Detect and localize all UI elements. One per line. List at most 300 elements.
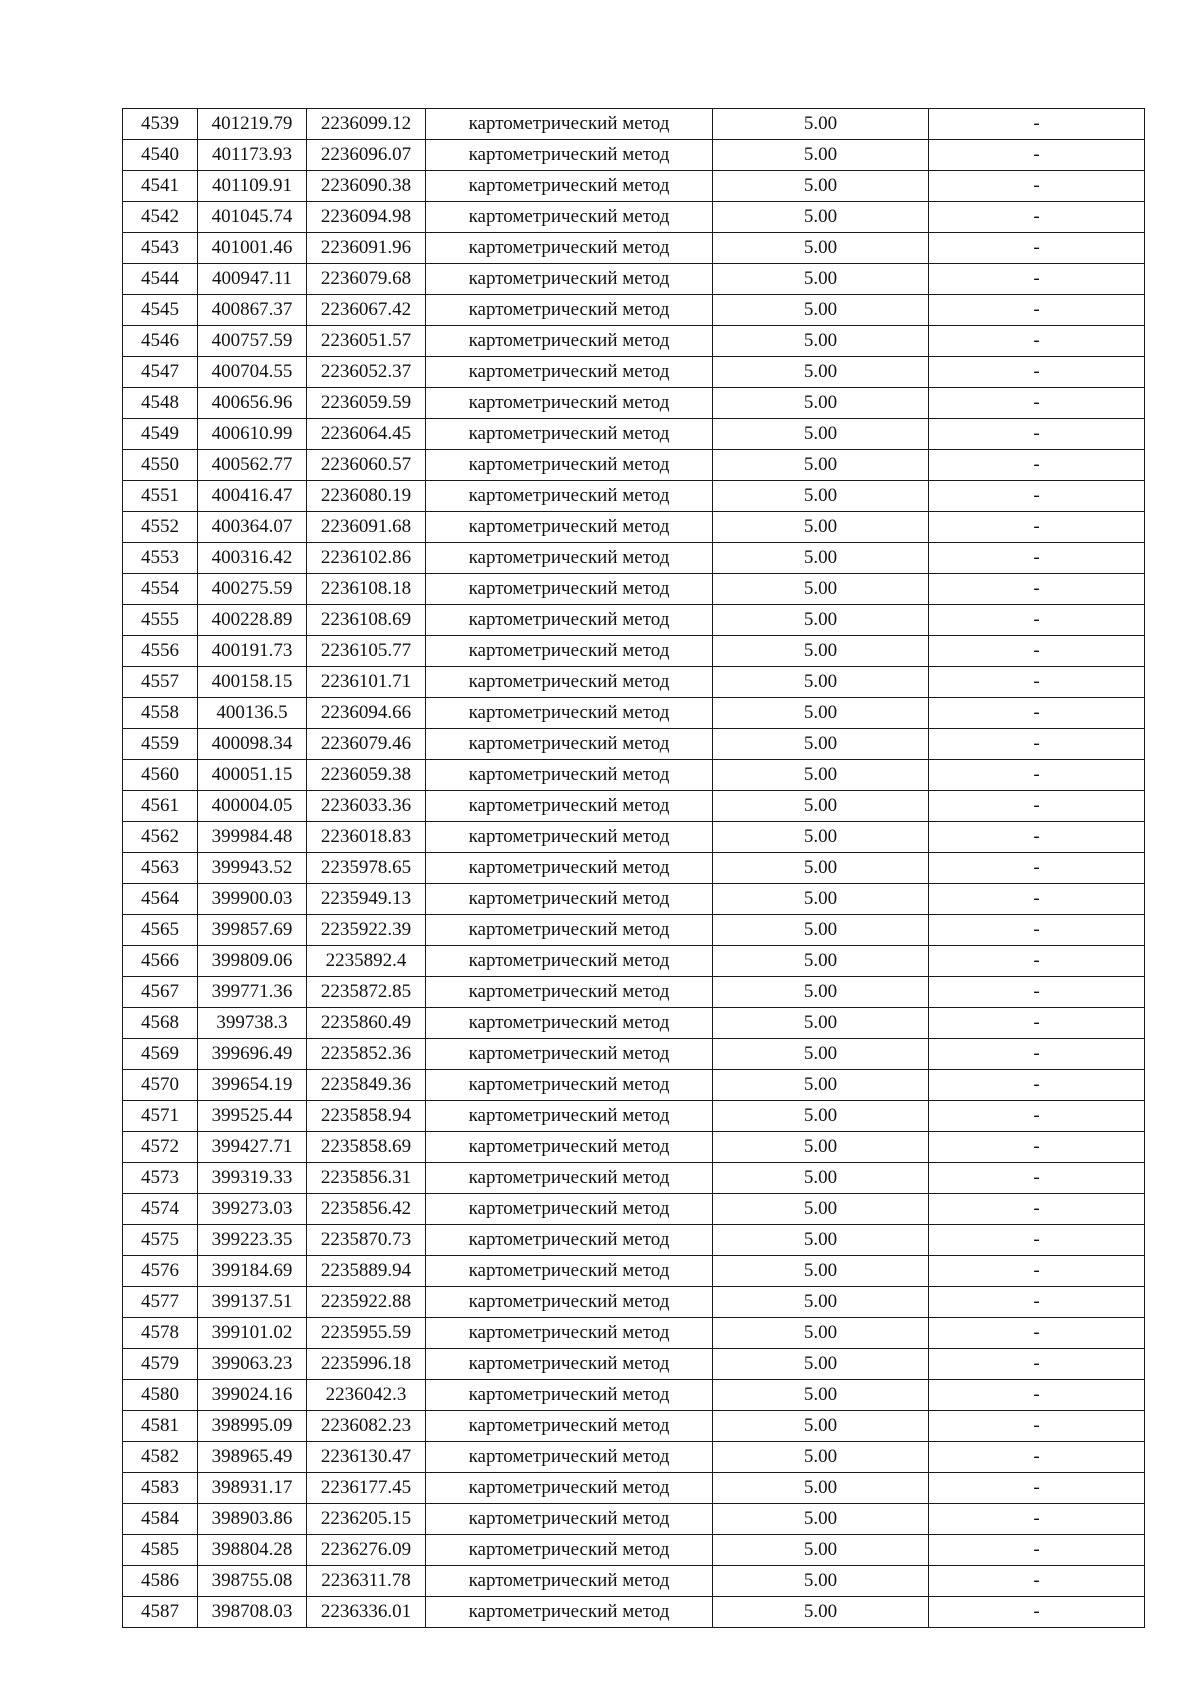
x-coordinate-cell: 400228.89	[198, 605, 307, 636]
error-cell: 5.00	[713, 1504, 929, 1535]
method-cell: картометрический метод	[426, 1008, 713, 1039]
extra-cell: -	[929, 450, 1145, 481]
point-number-cell: 4572	[123, 1132, 198, 1163]
extra-cell: -	[929, 822, 1145, 853]
method-cell: картометрический метод	[426, 1349, 713, 1380]
y-coordinate-cell: 2236090.38	[307, 171, 426, 202]
method-cell: картометрический метод	[426, 450, 713, 481]
extra-cell: -	[929, 543, 1145, 574]
extra-cell: -	[929, 202, 1145, 233]
y-coordinate-cell: 2235856.42	[307, 1194, 426, 1225]
y-coordinate-cell: 2235892.4	[307, 946, 426, 977]
x-coordinate-cell: 399738.3	[198, 1008, 307, 1039]
y-coordinate-cell: 2236105.77	[307, 636, 426, 667]
y-coordinate-cell: 2235889.94	[307, 1256, 426, 1287]
x-coordinate-cell: 400158.15	[198, 667, 307, 698]
x-coordinate-cell: 400316.42	[198, 543, 307, 574]
y-coordinate-cell: 2236018.83	[307, 822, 426, 853]
x-coordinate-cell: 398755.08	[198, 1566, 307, 1597]
y-coordinate-cell: 2236091.68	[307, 512, 426, 543]
error-cell: 5.00	[713, 698, 929, 729]
table-row	[123, 636, 1145, 667]
extra-cell: -	[929, 1194, 1145, 1225]
table-row	[123, 1287, 1145, 1318]
x-coordinate-cell: 400610.99	[198, 419, 307, 450]
y-coordinate-cell: 2236052.37	[307, 357, 426, 388]
point-number-cell: 4578	[123, 1318, 198, 1349]
error-cell: 5.00	[713, 109, 929, 140]
extra-cell: -	[929, 512, 1145, 543]
y-coordinate-cell: 2236094.66	[307, 698, 426, 729]
point-number-cell: 4586	[123, 1566, 198, 1597]
method-cell: картометрический метод	[426, 388, 713, 419]
point-number-cell: 4570	[123, 1070, 198, 1101]
error-cell: 5.00	[713, 1070, 929, 1101]
y-coordinate-cell: 2236108.69	[307, 605, 426, 636]
extra-cell: -	[929, 1101, 1145, 1132]
table-row	[123, 1566, 1145, 1597]
y-coordinate-cell: 2236059.59	[307, 388, 426, 419]
point-number-cell: 4564	[123, 884, 198, 915]
x-coordinate-cell: 400275.59	[198, 574, 307, 605]
x-coordinate-cell: 401109.91	[198, 171, 307, 202]
y-coordinate-cell: 2235955.59	[307, 1318, 426, 1349]
method-cell: картометрический метод	[426, 1287, 713, 1318]
extra-cell: -	[929, 233, 1145, 264]
point-number-cell: 4574	[123, 1194, 198, 1225]
table-row	[123, 1256, 1145, 1287]
extra-cell: -	[929, 636, 1145, 667]
extra-cell: -	[929, 946, 1145, 977]
error-cell: 5.00	[713, 1008, 929, 1039]
table-row	[123, 171, 1145, 202]
extra-cell: -	[929, 1504, 1145, 1535]
error-cell: 5.00	[713, 1256, 929, 1287]
table-row	[123, 915, 1145, 946]
extra-cell: -	[929, 388, 1145, 419]
x-coordinate-cell: 398965.49	[198, 1442, 307, 1473]
y-coordinate-cell: 2236276.09	[307, 1535, 426, 1566]
method-cell: картометрический метод	[426, 698, 713, 729]
y-coordinate-cell: 2236033.36	[307, 791, 426, 822]
point-number-cell: 4551	[123, 481, 198, 512]
extra-cell: -	[929, 1287, 1145, 1318]
method-cell: картометрический метод	[426, 295, 713, 326]
x-coordinate-cell: 401173.93	[198, 140, 307, 171]
y-coordinate-cell: 2235860.49	[307, 1008, 426, 1039]
table-row	[123, 326, 1145, 357]
table-row	[123, 202, 1145, 233]
table-row	[123, 791, 1145, 822]
x-coordinate-cell: 399024.16	[198, 1380, 307, 1411]
x-coordinate-cell: 399900.03	[198, 884, 307, 915]
extra-cell: -	[929, 140, 1145, 171]
extra-cell: -	[929, 1473, 1145, 1504]
table-row	[123, 481, 1145, 512]
x-coordinate-cell: 398903.86	[198, 1504, 307, 1535]
x-coordinate-cell: 400704.55	[198, 357, 307, 388]
point-number-cell: 4581	[123, 1411, 198, 1442]
method-cell: картометрический метод	[426, 202, 713, 233]
y-coordinate-cell: 2236096.07	[307, 140, 426, 171]
error-cell: 5.00	[713, 574, 929, 605]
method-cell: картометрический метод	[426, 884, 713, 915]
error-cell: 5.00	[713, 1287, 929, 1318]
table-row	[123, 1225, 1145, 1256]
method-cell: картометрический метод	[426, 1039, 713, 1070]
y-coordinate-cell: 2236102.86	[307, 543, 426, 574]
table-row	[123, 853, 1145, 884]
x-coordinate-cell: 398931.17	[198, 1473, 307, 1504]
extra-cell: -	[929, 760, 1145, 791]
table-row	[123, 1194, 1145, 1225]
extra-cell: -	[929, 1411, 1145, 1442]
error-cell: 5.00	[713, 481, 929, 512]
point-number-cell: 4556	[123, 636, 198, 667]
y-coordinate-cell: 2235852.36	[307, 1039, 426, 1070]
error-cell: 5.00	[713, 1566, 929, 1597]
table-row	[123, 946, 1145, 977]
extra-cell: -	[929, 791, 1145, 822]
extra-cell: -	[929, 667, 1145, 698]
y-coordinate-cell: 2236311.78	[307, 1566, 426, 1597]
method-cell: картометрический метод	[426, 1597, 713, 1628]
x-coordinate-cell: 398995.09	[198, 1411, 307, 1442]
extra-cell: -	[929, 419, 1145, 450]
x-coordinate-cell: 399809.06	[198, 946, 307, 977]
extra-cell: -	[929, 574, 1145, 605]
error-cell: 5.00	[713, 1163, 929, 1194]
extra-cell: -	[929, 1070, 1145, 1101]
y-coordinate-cell: 2236051.57	[307, 326, 426, 357]
x-coordinate-cell: 399273.03	[198, 1194, 307, 1225]
table-row	[123, 1504, 1145, 1535]
table-row	[123, 884, 1145, 915]
method-cell: картометрический метод	[426, 1411, 713, 1442]
table-row	[123, 729, 1145, 760]
x-coordinate-cell: 399654.19	[198, 1070, 307, 1101]
point-number-cell: 4548	[123, 388, 198, 419]
table-row	[123, 295, 1145, 326]
table-row	[123, 140, 1145, 171]
extra-cell: -	[929, 1163, 1145, 1194]
y-coordinate-cell: 2236080.19	[307, 481, 426, 512]
table-row	[123, 977, 1145, 1008]
y-coordinate-cell: 2236177.45	[307, 1473, 426, 1504]
point-number-cell: 4584	[123, 1504, 198, 1535]
error-cell: 5.00	[713, 264, 929, 295]
error-cell: 5.00	[713, 1380, 929, 1411]
point-number-cell: 4582	[123, 1442, 198, 1473]
error-cell: 5.00	[713, 295, 929, 326]
method-cell: картометрический метод	[426, 1101, 713, 1132]
table-row	[123, 419, 1145, 450]
y-coordinate-cell: 2236079.46	[307, 729, 426, 760]
extra-cell: -	[929, 915, 1145, 946]
table-row	[123, 1318, 1145, 1349]
x-coordinate-cell: 399319.33	[198, 1163, 307, 1194]
x-coordinate-cell: 401001.46	[198, 233, 307, 264]
x-coordinate-cell: 400191.73	[198, 636, 307, 667]
table-row	[123, 574, 1145, 605]
y-coordinate-cell: 2236091.96	[307, 233, 426, 264]
point-number-cell: 4580	[123, 1380, 198, 1411]
x-coordinate-cell: 400656.96	[198, 388, 307, 419]
method-cell: картометрический метод	[426, 667, 713, 698]
error-cell: 5.00	[713, 760, 929, 791]
y-coordinate-cell: 2236108.18	[307, 574, 426, 605]
error-cell: 5.00	[713, 667, 929, 698]
method-cell: картометрический метод	[426, 512, 713, 543]
y-coordinate-cell: 2235856.31	[307, 1163, 426, 1194]
table-row	[123, 1163, 1145, 1194]
error-cell: 5.00	[713, 1535, 929, 1566]
error-cell: 5.00	[713, 1411, 929, 1442]
point-number-cell: 4585	[123, 1535, 198, 1566]
y-coordinate-cell: 2236060.57	[307, 450, 426, 481]
x-coordinate-cell: 399137.51	[198, 1287, 307, 1318]
error-cell: 5.00	[713, 1597, 929, 1628]
extra-cell: -	[929, 109, 1145, 140]
y-coordinate-cell: 2236094.98	[307, 202, 426, 233]
x-coordinate-cell: 401219.79	[198, 109, 307, 140]
extra-cell: -	[929, 853, 1145, 884]
method-cell: картометрический метод	[426, 140, 713, 171]
x-coordinate-cell: 398708.03	[198, 1597, 307, 1628]
y-coordinate-cell: 2235996.18	[307, 1349, 426, 1380]
table-row	[123, 1442, 1145, 1473]
error-cell: 5.00	[713, 388, 929, 419]
error-cell: 5.00	[713, 1473, 929, 1504]
point-number-cell: 4576	[123, 1256, 198, 1287]
table-row	[123, 1039, 1145, 1070]
point-number-cell: 4542	[123, 202, 198, 233]
table-row	[123, 450, 1145, 481]
error-cell: 5.00	[713, 729, 929, 760]
x-coordinate-cell: 399525.44	[198, 1101, 307, 1132]
error-cell: 5.00	[713, 1442, 929, 1473]
point-number-cell: 4552	[123, 512, 198, 543]
x-coordinate-cell: 400098.34	[198, 729, 307, 760]
x-coordinate-cell: 400947.11	[198, 264, 307, 295]
table-row	[123, 1473, 1145, 1504]
point-number-cell: 4579	[123, 1349, 198, 1380]
y-coordinate-cell: 2236064.45	[307, 419, 426, 450]
y-coordinate-cell: 2235858.69	[307, 1132, 426, 1163]
point-number-cell: 4541	[123, 171, 198, 202]
table-row	[123, 109, 1145, 140]
error-cell: 5.00	[713, 450, 929, 481]
table-row	[123, 698, 1145, 729]
table-row	[123, 1380, 1145, 1411]
x-coordinate-cell: 400136.5	[198, 698, 307, 729]
x-coordinate-cell: 401045.74	[198, 202, 307, 233]
extra-cell: -	[929, 1039, 1145, 1070]
extra-cell: -	[929, 1349, 1145, 1380]
method-cell: картометрический метод	[426, 1473, 713, 1504]
error-cell: 5.00	[713, 1318, 929, 1349]
table-row	[123, 1597, 1145, 1628]
extra-cell: -	[929, 1132, 1145, 1163]
error-cell: 5.00	[713, 1194, 929, 1225]
point-number-cell: 4550	[123, 450, 198, 481]
extra-cell: -	[929, 1597, 1145, 1628]
extra-cell: -	[929, 729, 1145, 760]
table-row	[123, 1132, 1145, 1163]
method-cell: картометрический метод	[426, 1132, 713, 1163]
table-row	[123, 1101, 1145, 1132]
extra-cell: -	[929, 884, 1145, 915]
method-cell: картометрический метод	[426, 1535, 713, 1566]
point-number-cell: 4575	[123, 1225, 198, 1256]
table-row	[123, 1411, 1145, 1442]
point-number-cell: 4546	[123, 326, 198, 357]
extra-cell: -	[929, 326, 1145, 357]
extra-cell: -	[929, 295, 1145, 326]
x-coordinate-cell: 400757.59	[198, 326, 307, 357]
point-number-cell: 4577	[123, 1287, 198, 1318]
method-cell: картометрический метод	[426, 1318, 713, 1349]
error-cell: 5.00	[713, 326, 929, 357]
table-row	[123, 388, 1145, 419]
extra-cell: -	[929, 605, 1145, 636]
error-cell: 5.00	[713, 140, 929, 171]
x-coordinate-cell: 399223.35	[198, 1225, 307, 1256]
table-row	[123, 1008, 1145, 1039]
extra-cell: -	[929, 1225, 1145, 1256]
method-cell: картометрический метод	[426, 1380, 713, 1411]
table-row	[123, 605, 1145, 636]
extra-cell: -	[929, 1008, 1145, 1039]
table-row	[123, 667, 1145, 698]
point-number-cell: 4543	[123, 233, 198, 264]
y-coordinate-cell: 2235849.36	[307, 1070, 426, 1101]
y-coordinate-cell: 2235922.88	[307, 1287, 426, 1318]
point-number-cell: 4583	[123, 1473, 198, 1504]
y-coordinate-cell: 2236130.47	[307, 1442, 426, 1473]
x-coordinate-cell: 399101.02	[198, 1318, 307, 1349]
point-number-cell: 4565	[123, 915, 198, 946]
error-cell: 5.00	[713, 1132, 929, 1163]
method-cell: картометрический метод	[426, 946, 713, 977]
error-cell: 5.00	[713, 233, 929, 264]
method-cell: картометрический метод	[426, 171, 713, 202]
method-cell: картометрический метод	[426, 481, 713, 512]
error-cell: 5.00	[713, 915, 929, 946]
table-row	[123, 512, 1145, 543]
y-coordinate-cell: 2236059.38	[307, 760, 426, 791]
y-coordinate-cell: 2235858.94	[307, 1101, 426, 1132]
method-cell: картометрический метод	[426, 791, 713, 822]
extra-cell: -	[929, 171, 1145, 202]
x-coordinate-cell: 399771.36	[198, 977, 307, 1008]
x-coordinate-cell: 398804.28	[198, 1535, 307, 1566]
method-cell: картометрический метод	[426, 1225, 713, 1256]
method-cell: картометрический метод	[426, 1566, 713, 1597]
extra-cell: -	[929, 1566, 1145, 1597]
y-coordinate-cell: 2236079.68	[307, 264, 426, 295]
method-cell: картометрический метод	[426, 574, 713, 605]
extra-cell: -	[929, 264, 1145, 295]
method-cell: картометрический метод	[426, 1194, 713, 1225]
method-cell: картометрический метод	[426, 326, 713, 357]
method-cell: картометрический метод	[426, 977, 713, 1008]
method-cell: картометрический метод	[426, 1256, 713, 1287]
error-cell: 5.00	[713, 791, 929, 822]
table-row	[123, 357, 1145, 388]
method-cell: картометрический метод	[426, 109, 713, 140]
error-cell: 5.00	[713, 171, 929, 202]
error-cell: 5.00	[713, 512, 929, 543]
extra-cell: -	[929, 1256, 1145, 1287]
point-number-cell: 4554	[123, 574, 198, 605]
x-coordinate-cell: 400416.47	[198, 481, 307, 512]
error-cell: 5.00	[713, 853, 929, 884]
method-cell: картометрический метод	[426, 1442, 713, 1473]
point-number-cell: 4566	[123, 946, 198, 977]
point-number-cell: 4569	[123, 1039, 198, 1070]
error-cell: 5.00	[713, 884, 929, 915]
error-cell: 5.00	[713, 1039, 929, 1070]
point-number-cell: 4573	[123, 1163, 198, 1194]
extra-cell: -	[929, 1318, 1145, 1349]
extra-cell: -	[929, 977, 1145, 1008]
point-number-cell: 4555	[123, 605, 198, 636]
coordinates-table-body	[123, 109, 1145, 1628]
point-number-cell: 4571	[123, 1101, 198, 1132]
method-cell: картометрический метод	[426, 760, 713, 791]
point-number-cell: 4568	[123, 1008, 198, 1039]
error-cell: 5.00	[713, 1101, 929, 1132]
method-cell: картометрический метод	[426, 729, 713, 760]
error-cell: 5.00	[713, 357, 929, 388]
y-coordinate-cell: 2236336.01	[307, 1597, 426, 1628]
error-cell: 5.00	[713, 605, 929, 636]
method-cell: картометрический метод	[426, 1070, 713, 1101]
x-coordinate-cell: 399943.52	[198, 853, 307, 884]
x-coordinate-cell: 399063.23	[198, 1349, 307, 1380]
x-coordinate-cell: 399696.49	[198, 1039, 307, 1070]
y-coordinate-cell: 2236042.3	[307, 1380, 426, 1411]
method-cell: картометрический метод	[426, 1504, 713, 1535]
x-coordinate-cell: 399427.71	[198, 1132, 307, 1163]
y-coordinate-cell: 2236205.15	[307, 1504, 426, 1535]
table-row	[123, 1070, 1145, 1101]
table-row	[123, 264, 1145, 295]
extra-cell: -	[929, 481, 1145, 512]
x-coordinate-cell: 400867.37	[198, 295, 307, 326]
method-cell: картометрический метод	[426, 233, 713, 264]
point-number-cell: 4567	[123, 977, 198, 1008]
extra-cell: -	[929, 1535, 1145, 1566]
point-number-cell: 4561	[123, 791, 198, 822]
extra-cell: -	[929, 1442, 1145, 1473]
table-row	[123, 760, 1145, 791]
x-coordinate-cell: 399984.48	[198, 822, 307, 853]
method-cell: картометрический метод	[426, 853, 713, 884]
x-coordinate-cell: 400364.07	[198, 512, 307, 543]
table-row	[123, 1535, 1145, 1566]
extra-cell: -	[929, 357, 1145, 388]
point-number-cell: 4549	[123, 419, 198, 450]
y-coordinate-cell: 2235872.85	[307, 977, 426, 1008]
method-cell: картометрический метод	[426, 605, 713, 636]
point-number-cell: 4587	[123, 1597, 198, 1628]
table-row	[123, 1349, 1145, 1380]
error-cell: 5.00	[713, 822, 929, 853]
method-cell: картометрический метод	[426, 822, 713, 853]
point-number-cell: 4563	[123, 853, 198, 884]
